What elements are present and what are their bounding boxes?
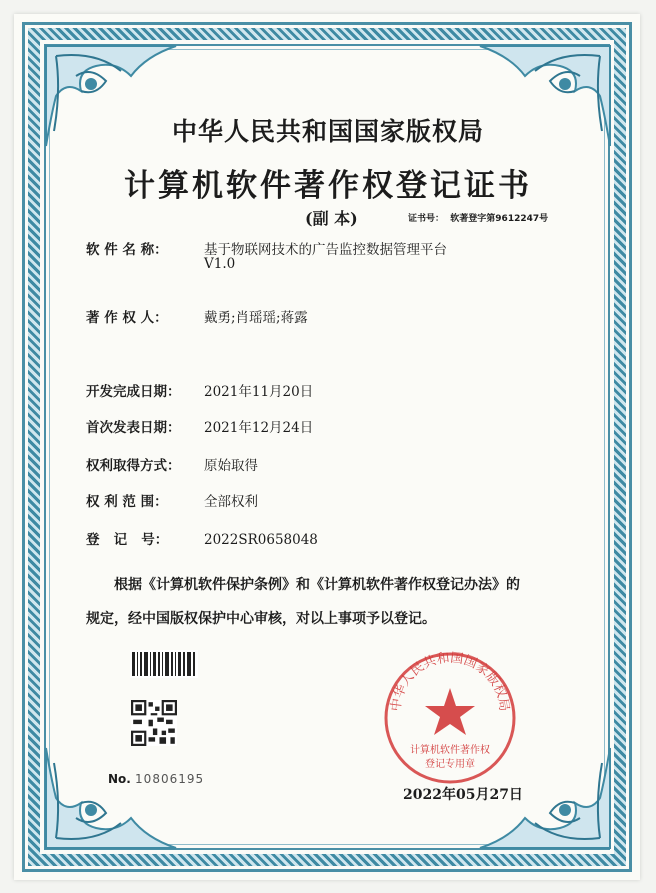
dev-date-label: 开发完成日期：	[86, 384, 181, 400]
issuing-authority: 中华人民共和国国家版权局	[171, 117, 484, 146]
serial-value: 10806195	[135, 772, 205, 786]
certificate-number	[408, 211, 548, 224]
seal-line-2: 登记专用章	[425, 759, 475, 770]
statement-line-1: 根据《计算机软件保护条例》和《计算机软件著作权登记办法》的	[114, 577, 520, 593]
cert-no-label: 证书号：	[408, 214, 445, 224]
owner-label: 著 作 权 人：	[86, 310, 168, 326]
statement	[86, 568, 586, 636]
issue-date: 2022年05月27日	[403, 787, 523, 803]
field-scope	[86, 490, 258, 510]
pub-date-value: 2021年12月24日	[204, 420, 314, 436]
software-name-label: 软 件 名 称：	[86, 242, 168, 258]
seal-line-1: 计算机软件著作权	[410, 745, 490, 756]
field-acquisition	[86, 454, 258, 474]
field-pub-date	[86, 416, 313, 436]
dev-date-value: 2021年11月20日	[204, 384, 314, 400]
acquisition-value: 原始取得	[204, 458, 258, 474]
qr-code	[131, 700, 177, 746]
field-software-name	[86, 238, 447, 272]
field-owner	[86, 306, 308, 326]
copy-note: (副 本)	[305, 209, 358, 228]
acquisition-label: 权利取得方式：	[86, 458, 181, 474]
software-version: V1.0	[204, 256, 236, 272]
official-seal	[380, 648, 520, 788]
field-reg-no	[86, 528, 318, 548]
field-dev-date	[86, 380, 313, 400]
statement-line-2: 规定，经中国版权保护中心审核，对以上事项予以登记。	[86, 611, 436, 627]
cert-no-value: 软著登字第9612247号	[450, 214, 549, 224]
reg-no-label: 登 记 号：	[86, 532, 169, 548]
serial-number	[108, 772, 204, 786]
reg-no-value: 2022SR0658048	[204, 532, 318, 548]
scope-value: 全部权利	[204, 494, 258, 510]
barcode	[130, 650, 198, 678]
scope-label: 权 利 范 围：	[86, 494, 168, 510]
owner-value: 戴勇;肖瑶瑶;蒋露	[204, 310, 308, 326]
serial-label: No.	[108, 772, 131, 786]
software-name-value: 基于物联网技术的广告监控数据管理平台	[204, 242, 447, 258]
seal-ring-text: 中华人民共和国国家版权局	[388, 650, 512, 713]
corner-ornament-bottom-left	[36, 738, 186, 858]
pub-date-label: 首次发表日期：	[86, 420, 181, 436]
certificate-title: 计算机软件著作权登记证书	[124, 168, 532, 204]
